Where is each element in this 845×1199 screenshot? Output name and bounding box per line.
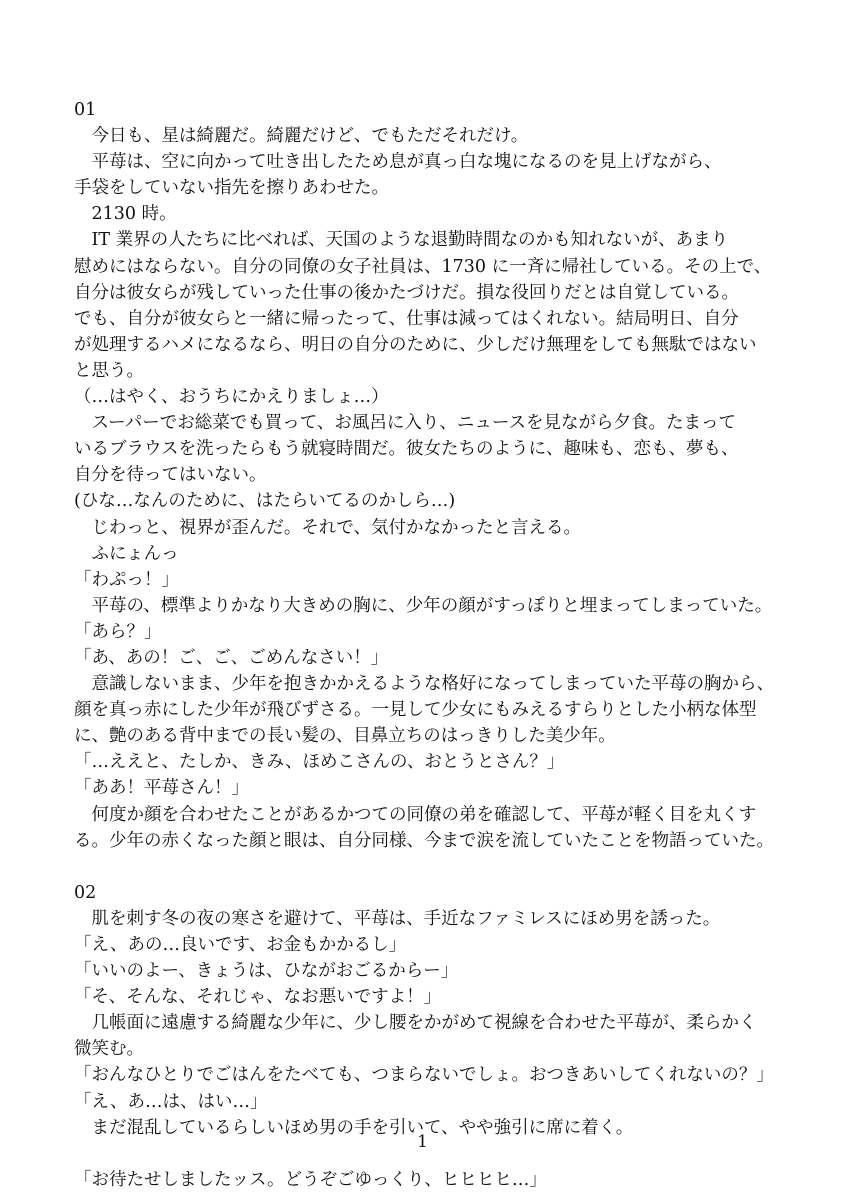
text-line: 「え、あ…は、はい…」 bbox=[74, 1091, 268, 1112]
text-line: 「あら？」 bbox=[74, 621, 162, 642]
text-line: 2130 時。 bbox=[74, 204, 177, 225]
text-line: でも、自分が彼女らと一緒に帰ったって、仕事は減ってはくれない。結局明日、自分 bbox=[74, 308, 739, 329]
text-line: 意識しないまま、少年を抱きかかえるような格好になってしまっていた平苺の胸から、 bbox=[74, 674, 774, 695]
blank-line bbox=[74, 854, 794, 880]
text-line: 「そ、そんな、それじゃ、なお悪いですよ！」 bbox=[74, 987, 442, 1008]
text-line: 肌を刺す冬の夜の寒さを避けて、平苺は、手近なファミレスにほめ男を誘った。 bbox=[74, 908, 721, 929]
text-line: いるブラウスを洗ったらもう就寝時間だ。彼女たちのように、趣味も、恋も、夢も、 bbox=[74, 439, 739, 460]
text-line: 平苺は、空に向かって吐き出したため息が真っ白な塊になるのを見上げながら、 bbox=[74, 152, 722, 173]
text-line: 慰めにはならない。自分の同僚の女子社員は、1730 に一斉に帰社している。その上で、 bbox=[74, 256, 772, 277]
text-line: 「…ええと、たしか、きみ、ほめこさんの、おとうとさん？」 bbox=[74, 752, 565, 773]
text-line: 「いいのよー、きょうは、ひながおごるからー」 bbox=[74, 961, 459, 982]
text-line: (ひな…なんのために、はたらいてるのかしら…) bbox=[74, 491, 456, 512]
text-line: 「あ、あの！ご、ご、ごめんなさい！」 bbox=[74, 647, 389, 668]
text-line: 顔を真っ赤にした少年が飛びずさる。一見して少女にもみえるすらりとした小柄な体型 bbox=[74, 700, 757, 721]
body-text bbox=[74, 97, 794, 1193]
text-line: 何度か顔を合わせたことがあるかつての同僚の弟を確認して、平苺が軽く目を丸くす bbox=[74, 804, 757, 825]
text-line: 02 bbox=[74, 882, 97, 903]
text-line: 01 bbox=[74, 100, 97, 120]
text-line: に、艶のある背中までの長い髪の、目鼻立ちのはっきりした美少年。 bbox=[74, 726, 616, 747]
text-line: 「お待たせしましたッス。どうぞごゆっくり、ヒヒヒヒ…」 bbox=[74, 1169, 547, 1190]
text-line: 手袋をしていない指先を擦りあわせた。 bbox=[74, 178, 389, 199]
text-line: 微笑む。 bbox=[74, 1039, 144, 1060]
text-line: と思う。 bbox=[74, 360, 144, 381]
page-number: 1 bbox=[417, 1132, 428, 1152]
text-line: ふにょんっ bbox=[74, 543, 179, 564]
text-line: 几帳面に遠慮する綺麗な少年に、少し腰をかがめて視線を合わせた平苺が、柔らかく bbox=[74, 1013, 757, 1034]
text-line: 「え、あの…良いです、お金もかかるし」 bbox=[74, 935, 407, 955]
text-line: スーパーでお総菜でも買って、お風呂に入り、ニュースを見ながら夕食。たまって bbox=[74, 413, 737, 434]
text-line: まだ混乱しているらしいほめ男の手を引いて、やや強引に席に着く。 bbox=[74, 1117, 634, 1138]
text-line: 平苺の、標準よりかなり大きめの胸に、少年の顔がすっぽりと埋まってしまっていた。 bbox=[74, 595, 773, 616]
text-line: IT 業界の人たちに比べれば、天国のような退勤時間なのかも知れないが、あまり bbox=[74, 230, 729, 251]
text-line: じわっと、視界が歪んだ。それで、気付かなかったと言える。 bbox=[74, 517, 581, 538]
text-line: る。少年の赤くなった顔と眼は、自分同様、今まで涙を流していたことを物語っていた。 bbox=[74, 830, 774, 851]
text-line: が処理するハメになるなら、明日の自分のために、少しだけ無理をしても無駄ではない bbox=[74, 334, 757, 355]
text-line: 自分を待ってはいない。 bbox=[74, 465, 267, 486]
text-line: 「ああ！平苺さん！」 bbox=[74, 778, 249, 799]
text-line: 自分は彼女らが残していった仕事の後かたづけだ。損な役回りだとは自覚している。 bbox=[74, 282, 739, 303]
text-line: （…はやく、おうちにかえりましょ…） bbox=[74, 387, 389, 408]
text-line: 「わぷっ！」 bbox=[74, 569, 179, 590]
text-line: 「おんなひとりでごはんをたべても、つまらないでしょ。おつきあいしてくれないの？」 bbox=[74, 1065, 774, 1086]
text-line: 今日も、星は綺麗だ。綺麗だけど、でもただそれだけ。 bbox=[74, 126, 529, 147]
